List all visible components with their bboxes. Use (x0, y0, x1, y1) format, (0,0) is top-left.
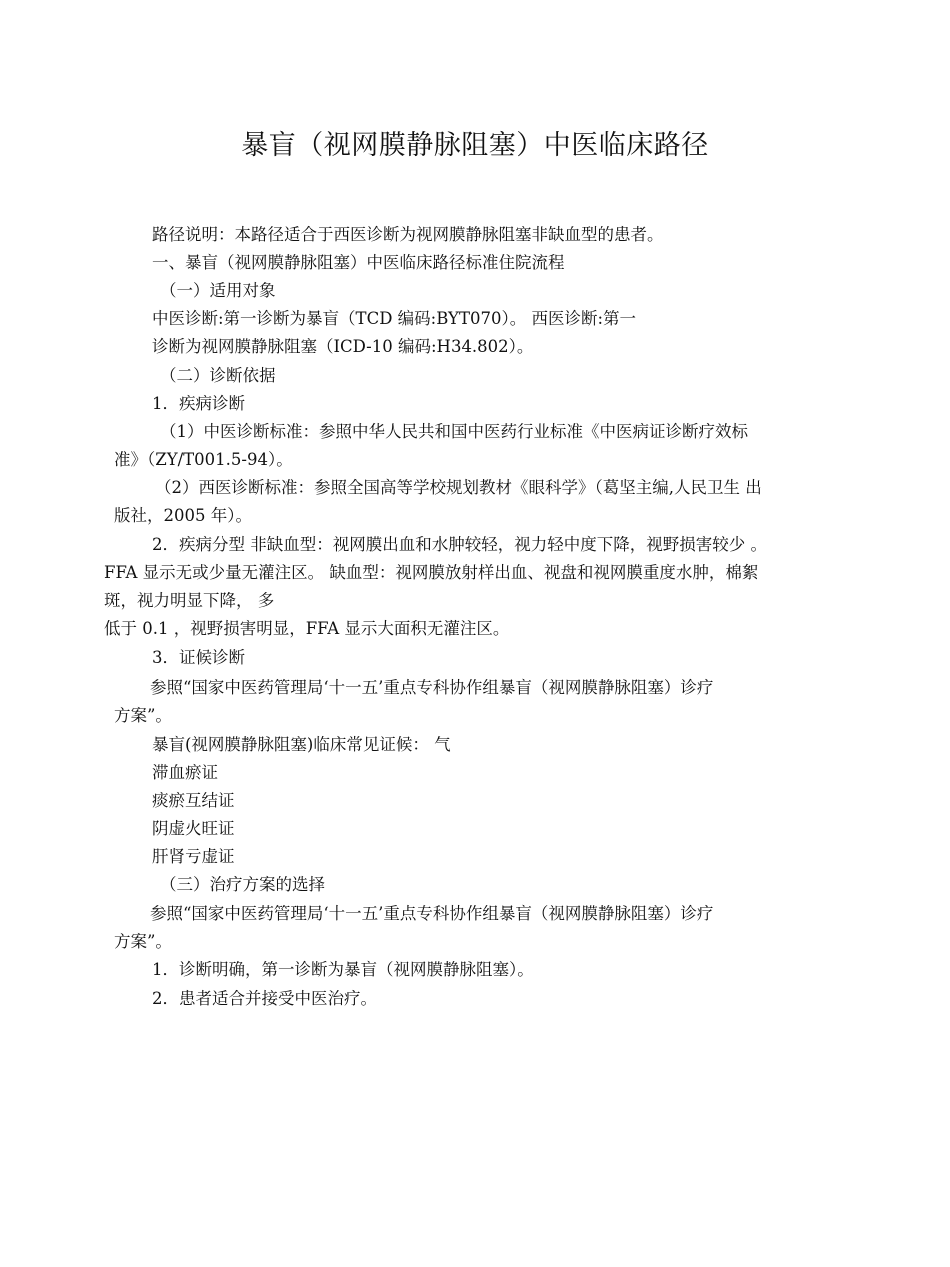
paragraph-line: 方案”。 (114, 706, 172, 725)
path-description: 路径说明：本路径适合于西医诊断为视网膜静脉阻塞非缺血型的患者。 (152, 225, 664, 244)
paragraph-line: 诊断为视网膜静脉阻塞（ICD-10 编码:H34.802）。 (152, 337, 534, 356)
paragraph-line: 暴盲(视网膜静脉阻塞)临床常见证候： 气 (152, 735, 451, 754)
subsection-heading: （一）适用对象 (160, 281, 276, 300)
paragraph-line: 参照“国家中医药管理局‘十一五’重点专科协作组暴盲（视网膜静脉阻塞）诊疗 (150, 678, 714, 697)
paragraph-line: 参照“国家中医药管理局‘十一五’重点专科协作组暴盲（视网膜静脉阻塞）诊疗 (150, 904, 714, 923)
paragraph-line: （2）西医诊断标准：参照全国高等学校规划教材《眼科学》（葛坚主编,人民卫生 出 (155, 478, 762, 497)
paragraph-line: 中医诊断:第一诊断为暴盲（TCD 编码:BYT070）。 西医诊断:第一 (152, 309, 637, 328)
paragraph-line: （1）中医诊断标准：参照中华人民共和国中医药行业标准《中医病证诊断疗效标 (160, 422, 748, 441)
list-heading: 1．疾病诊断 (152, 394, 245, 413)
list-item: 2．患者适合并接受中医治疗。 (152, 989, 377, 1008)
list-item: 痰瘀互结证 (152, 791, 235, 810)
paragraph-line: 准》（ZY/T001.5-94）。 (114, 450, 293, 469)
paragraph-line: FFA 显示无或少量无灌注区。 缺血型：视网膜放射样出血、视盘和视网膜重度水肿，棉絮 (104, 563, 759, 582)
subsection-heading: （二）诊断依据 (160, 366, 276, 385)
list-item: 阴虚火旺证 (152, 819, 235, 838)
page-title: 暴盲（视网膜静脉阻塞）中医临床路径 (241, 130, 709, 161)
paragraph-line: 方案”。 (114, 932, 172, 951)
section-heading: 一、暴盲（视网膜静脉阻塞）中医临床路径标准住院流程 (152, 253, 565, 272)
list-item: 肝肾亏虚证 (152, 847, 235, 866)
list-item: 滞血瘀证 (152, 763, 218, 782)
subsection-heading: （三）治疗方案的选择 (160, 875, 325, 894)
paragraph-line: 2．疾病分型 非缺血型：视网膜出血和水肿较轻，视力轻中度下降，视野损害较少 。 (152, 535, 767, 554)
list-item: 1．诊断明确，第一诊断为暴盲（视网膜静脉阻塞）。 (152, 960, 534, 979)
list-heading: 3．证候诊断 (152, 648, 245, 667)
paragraph-line: 低于 0.1 ，视野损害明显，FFA 显示大面积无灌注区。 (104, 619, 510, 638)
paragraph-line: 版社，2005 年）。 (114, 506, 252, 525)
paragraph-line: 斑，视力明显下降， 多 (104, 591, 275, 610)
